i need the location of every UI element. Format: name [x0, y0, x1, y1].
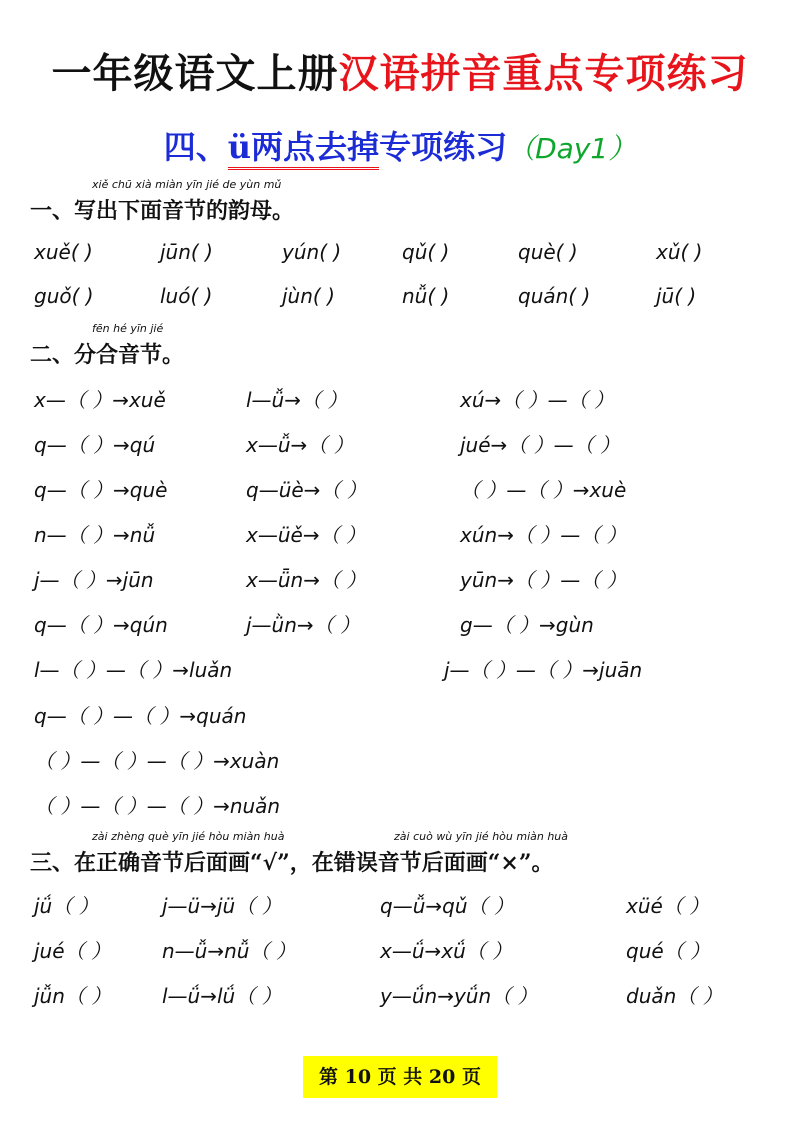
exercise-item: nǚ( ): [402, 284, 450, 308]
section2-row: [0, 700, 800, 730]
exercise-item: què( ): [518, 240, 578, 264]
title-grade: 一年级语文上册: [51, 50, 339, 97]
section2-row: [0, 429, 800, 459]
exercise-item: j—（ ）→jūn: [34, 568, 154, 592]
page-number: 第 10 页 共 20 页: [303, 1056, 497, 1098]
exercise-item: g—（ ）→gùn: [460, 613, 594, 637]
section2-row: [0, 474, 800, 504]
exercise-item: x—ǖn→（ ）: [246, 568, 367, 592]
exercise-item: jǚn（ ）: [34, 984, 112, 1008]
section1-heading: 一、写出下面音节的韵母。: [30, 198, 295, 224]
exercise-item: jué（ ）: [34, 939, 111, 963]
exercise-item: q—üè→（ ）: [246, 478, 367, 502]
section2-row: [0, 519, 800, 549]
exercise-item: qǔ( ): [402, 240, 450, 264]
section3-heading: 三、在正确音节后面画“√”，在错误音节后面画“×”。: [30, 850, 554, 876]
section2-pinyin: fēn hé yīn jié: [92, 322, 164, 335]
exercise-item: jùn( ): [282, 284, 335, 308]
exercise-item: x—üě→（ ）: [246, 523, 366, 547]
title-topic: 汉语拼音重点专项练习: [338, 50, 749, 97]
exercise-item: quán( ): [518, 284, 591, 308]
exercise-item: q—（ ）→qún: [34, 613, 168, 637]
exercise-item: jǘ（ ）: [34, 894, 99, 918]
exercise-item: q—（ ）→què: [34, 478, 168, 502]
section2-row: [0, 384, 800, 414]
exercise-item: x—（ ）→xuě: [34, 388, 166, 412]
exercise-item: xún→（ ）—（ ）: [460, 523, 627, 547]
exercise-item: xǔ( ): [656, 240, 703, 264]
exercise-item: x—ǘ→xǘ（ ）: [380, 939, 513, 963]
page-title: [0, 42, 800, 99]
subtitle-rule: ü两点去掉: [228, 128, 379, 170]
section2-row: [0, 654, 800, 684]
section3-row: [0, 980, 800, 1010]
section3-row: [0, 935, 800, 965]
exercise-item: n—（ ）→nǚ: [34, 523, 156, 547]
exercise-item: guǒ( ): [34, 284, 94, 308]
exercise-item: l—ǘ→lǘ（ ）: [162, 984, 282, 1008]
exercise-item: jūn( ): [160, 240, 213, 264]
subtitle-topic: 专项练习: [379, 128, 508, 166]
section1-row: [0, 284, 800, 314]
section2-row: [0, 564, 800, 594]
subtitle-number: 四、: [163, 128, 228, 166]
section3-row: [0, 890, 800, 920]
exercise-item: luó( ): [160, 284, 213, 308]
exercise-item: n—ǚ→nǚ（ ）: [162, 939, 296, 963]
section1-row: [0, 240, 800, 270]
section2-heading: 二、分合音节。: [30, 342, 185, 368]
exercise-item: j—（ ）—（ ）→juān: [444, 658, 643, 682]
section2-row: [0, 745, 800, 775]
section3-pinyin-1: zài zhèng què yīn jié hòu miàn huà: [92, 830, 285, 843]
exercise-item: l—ǚ→（ ）: [246, 388, 348, 412]
exercise-item: q—ǚ→qǔ（ ）: [380, 894, 514, 918]
exercise-item: （ ）—（ ）—（ ）→xuàn: [34, 749, 280, 773]
exercise-item: l—（ ）—（ ）→luǎn: [34, 658, 233, 682]
exercise-item: duǎn（ ）: [626, 984, 723, 1008]
section2-row: [0, 609, 800, 639]
exercise-item: xú→（ ）—（ ）: [460, 388, 614, 412]
exercise-item: xuě( ): [34, 240, 93, 264]
exercise-item: x—ǚ→（ ）: [246, 433, 354, 457]
exercise-item: yūn→（ ）—（ ）: [460, 568, 627, 592]
section3-pinyin-2: zài cuò wù yīn jié hòu miàn huà: [394, 830, 569, 843]
subtitle-day: （Day1）: [507, 132, 637, 165]
exercise-item: jū( ): [656, 284, 697, 308]
exercise-item: yún( ): [282, 240, 342, 264]
exercise-item: y—ǘn→yǘn（ ）: [380, 984, 538, 1008]
section1-pinyin: xiě chū xià miàn yīn jié de yùn mǔ: [92, 178, 282, 191]
exercise-item: q—（ ）—（ ）→quán: [34, 704, 247, 728]
page-subtitle: [0, 122, 800, 168]
exercise-item: （ ）—（ ）→xuè: [460, 478, 627, 502]
exercise-item: j—ü→jü（ ）: [162, 894, 282, 918]
exercise-item: xüé（ ）: [626, 894, 710, 918]
exercise-item: jué→（ ）—（ ）: [460, 433, 621, 457]
exercise-item: qué（ ）: [626, 939, 711, 963]
exercise-item: j—ǜn→（ ）: [246, 613, 361, 637]
exercise-item: （ ）—（ ）—（ ）→nuǎn: [34, 794, 281, 818]
exercise-item: q—（ ）→qú: [34, 433, 156, 457]
section2-row: [0, 790, 800, 820]
